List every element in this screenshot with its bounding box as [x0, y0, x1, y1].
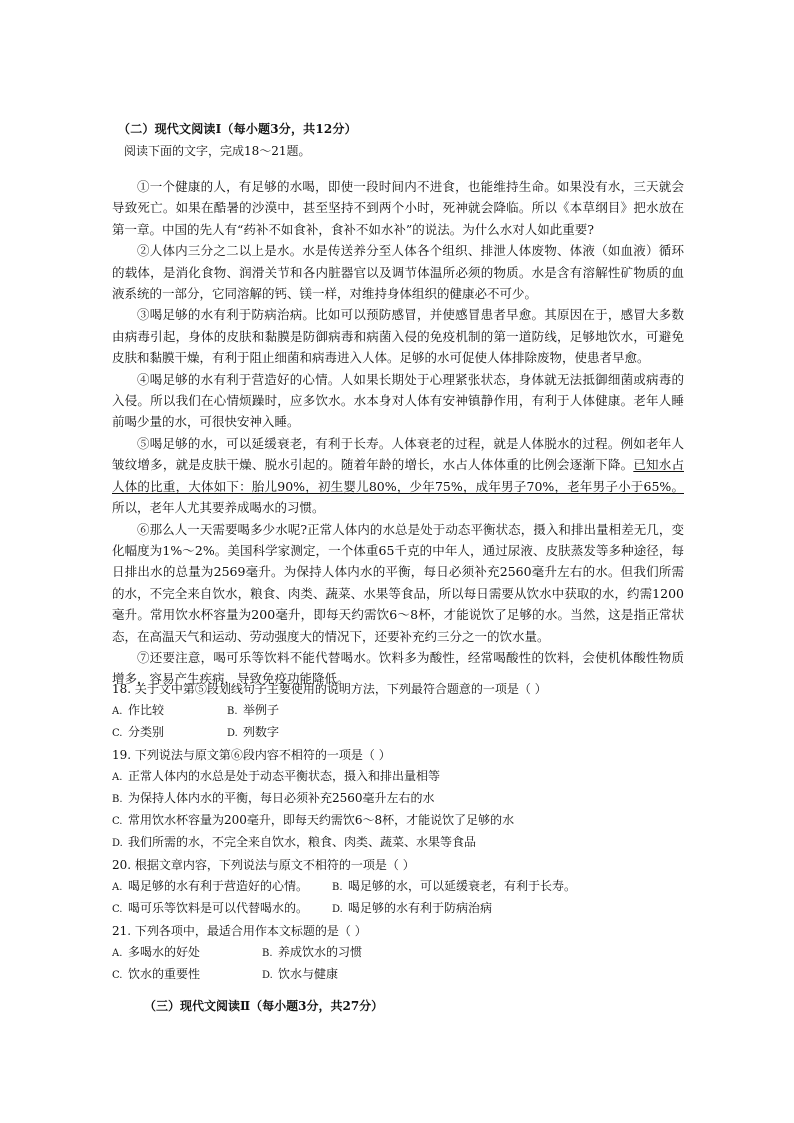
- option-d[interactable]: D. 我们所需的水，不完全来自饮水，粮食、肉类、蔬菜、水果等食品: [112, 835, 477, 849]
- passage: [112, 176, 684, 690]
- option-a[interactable]: A. 多喝水的好处: [112, 945, 201, 959]
- option-a[interactable]: A. 正常人体内的水总是处于动态平衡状态，摄入和排出量相等: [112, 769, 441, 783]
- question-18-stem: 18. 关于文中第⑤段划线句子主要使用的说明方法，下列最符合题意的一项是（ ）: [112, 682, 547, 696]
- question-19-stem: 19. 下列说法与原文第⑥段内容不相符的一项是（ ）: [112, 748, 391, 762]
- option-a[interactable]: A. 喝足够的水有利于营造好的心情。: [112, 879, 309, 893]
- option-b[interactable]: B. 喝足够的水，可以延缓衰老，有利于长寿。: [332, 879, 577, 893]
- reading-instruction: 阅读下面的文字，完成18～21题。: [124, 144, 311, 158]
- option-b[interactable]: B. 为保持人体内水的平衡，每日必须补充2560毫升左右的水: [112, 791, 435, 805]
- paragraph-1: ①一个健康的人，有足够的水喝，即使一段时间内不进食，也能维持生命。如果没有水，三天就会导致死亡。如果在酷暑的沙漠中，甚至坚持不到两个小时，死神就会降临。所以《本草纲目》把水放在第一章。中国的先人有“药补不如食补，食补不如水补”的说法。为什么水对人如此重要?: [112, 179, 684, 237]
- paragraph-5-ending: 所以，老年人尤其要养成喝水的习惯。: [112, 500, 325, 516]
- paragraph-4: ④喝足够的水有利于营造好的心情。人如果长期处于心理紧张状态，身体就无法抵御细菌或病毒的入侵。所以我们在心情烦躁时，应多饮水。水本身对人体有安神镇静作用，有利于人体健康。老年人睡前喝少量的水，可很快安神入睡。: [112, 371, 684, 430]
- option-c[interactable]: C. 常用饮水杯容量为200毫升，即每天约需饮6～8杯，才能说饮了足够的水: [112, 813, 515, 827]
- paragraph-3: ③喝足够的水有利于防病治病。比如可以预防感冒，并使感冒患者早愈。其原因在于，感冒大多数由病毒引起，身体的皮肤和黏膜是防御病毒和病菌入侵的免疫机制的第一道防线，足够地饮水，可避免皮肤和黏膜干燥，有利于阻止细菌和病毒进入人体。足够的水可促使人体排除废物，使患者早愈。: [112, 307, 684, 366]
- option-d[interactable]: D. 喝足够的水有利于防病治病: [332, 901, 493, 915]
- paragraph-2: ②人体内三分之二以上是水。水是传送养分至人体各个组织、排泄人体废物、体液（如血液）循环的载体，是消化食物、润滑关节和各内脏器官以及调节体温所必须的物质。水是含有溶解性矿物质的血液系统的一部分，它同溶解的钙、镁一样，对维持身体组织的健康必不可少。: [112, 243, 684, 302]
- option-b[interactable]: B. 举例子: [227, 703, 280, 717]
- option-c[interactable]: C. 饮水的重要性: [112, 967, 201, 981]
- question-21-options: [112, 942, 692, 986]
- option-b[interactable]: B. 养成饮水的习惯: [262, 945, 363, 959]
- paragraph-5-text: ⑤喝足够的水，可以延缓衰老，有利于长寿。人体衰老的过程，就是人体脱水的过程。例如老年人皱纹增多，就是皮肤干燥、脱水引起的。随着年龄的增长，水占人体体重的比例会逐渐下降。: [112, 435, 684, 473]
- question-18: [112, 678, 692, 744]
- section-2-title: （二）现代文阅读Ⅰ（每小题3分，共12分）: [118, 122, 357, 136]
- question-21-stem: 21. 下列各项中，最适合用作本文标题的是（ ）: [112, 924, 367, 938]
- question-20-stem: 20. 根据文章内容，下列说法与原文不相符的一项是（ ）: [112, 858, 415, 872]
- underlined-sentence: 已知水占人体的比重，大体如下：胎儿90%，初生婴儿80%，少年75%，成年男子70%，老年男子小于65%。: [112, 457, 684, 494]
- question-20: [112, 854, 692, 920]
- option-d[interactable]: D. 列数字: [227, 725, 280, 739]
- question-20-options: [112, 876, 692, 920]
- question-18-options: [112, 700, 692, 744]
- paragraph-7: ⑦还要注意，喝可乐等饮料不能代替喝水。饮料多为酸性，经常喝酸性的饮料，会使机体酸性物质增多，容易产生疾病，导致免疫功能降低。: [112, 649, 684, 687]
- paragraph-6: ⑥那么人一天需要喝多少水呢?正常人体内的水总是处于动态平衡状态，摄入和排出量相差无几，变化幅度为1%～2%。美国科学家测定，一个体重65千克的中年人，通过尿液、皮肤蒸发等多种途径，每日排出水的总量为2569毫升。为保持人体内水的平衡，每日必须补充2560毫升左右的水。但我们所需的水，不完全来自饮水，粮食、肉类、蔬菜、水果等食品，所以每日需要从饮水中获取的水，约需1200毫升。常用饮水杯容量为200毫升，即每天约需饮6～8杯，才能说饮了足够的水。当然，这是指正常状态，在高温天气和运动、劳动强度大的情况下，还要补充约三分之一的饮水量。: [112, 521, 684, 644]
- paragraph-5: [112, 433, 684, 519]
- option-a[interactable]: A. 作比较: [112, 703, 165, 717]
- option-c[interactable]: C. 分类别: [112, 725, 165, 739]
- question-19: [112, 744, 692, 854]
- question-19-options: [112, 766, 692, 854]
- questions: [112, 678, 692, 986]
- question-21: [112, 920, 692, 986]
- section-3-title: （三）现代文阅读Ⅱ（每小题3分，共27分）: [144, 999, 384, 1013]
- option-d[interactable]: D. 饮水与健康: [262, 967, 339, 981]
- option-c[interactable]: C. 喝可乐等饮料是可以代替喝水的。: [112, 901, 309, 915]
